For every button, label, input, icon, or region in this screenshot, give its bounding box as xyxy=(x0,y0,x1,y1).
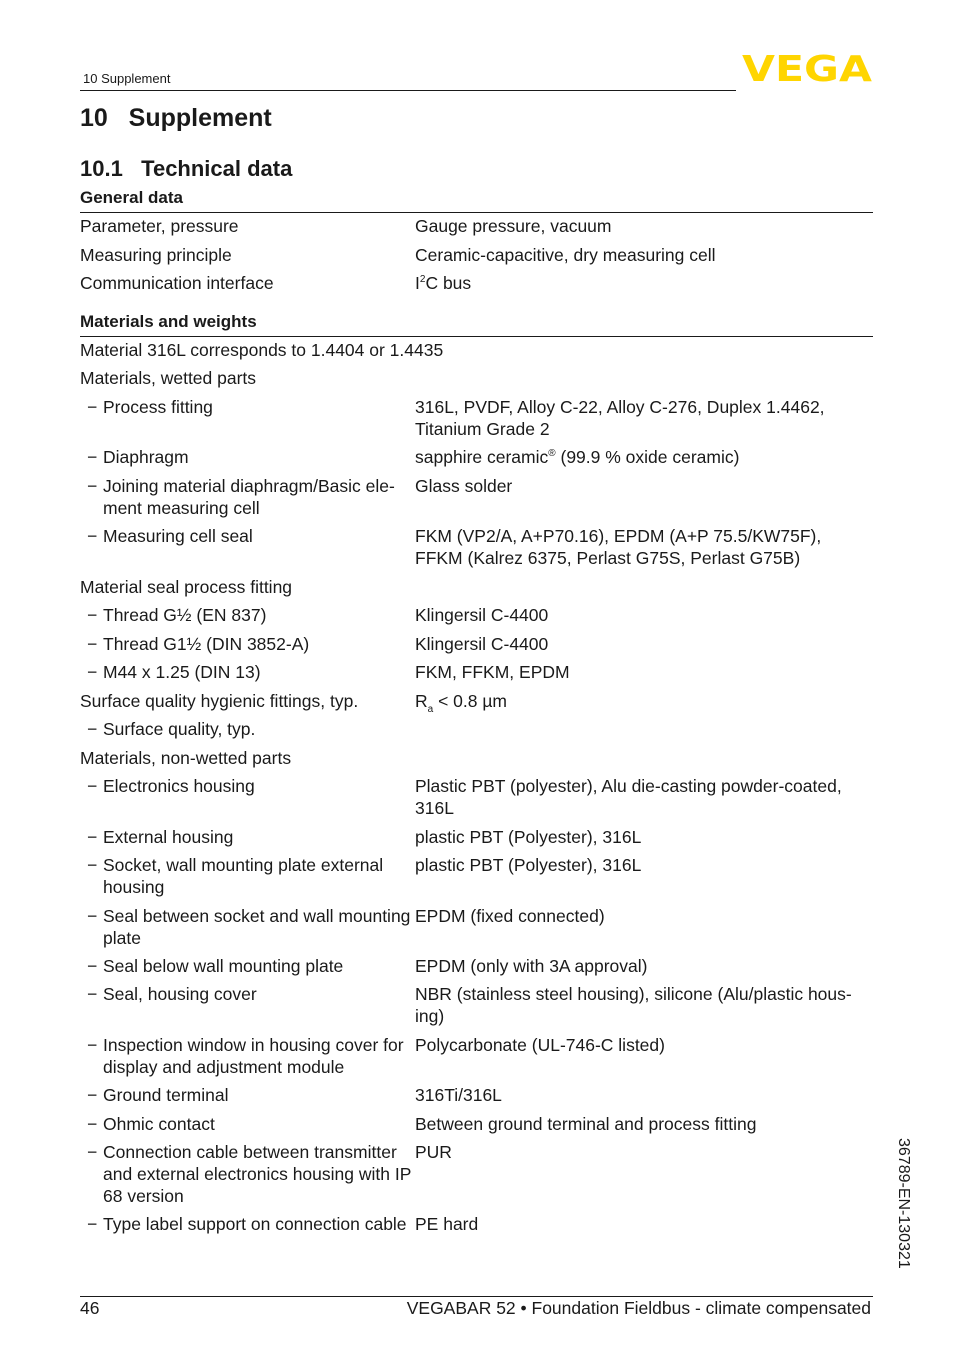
value-text: C bus xyxy=(425,273,472,293)
general-data-rule xyxy=(80,212,873,213)
spec-label: − Seal below wall mounting plate xyxy=(87,955,426,977)
spec-value: Between ground terminal and process fitting xyxy=(415,1114,757,1134)
spec-label: − Thread G½ (EN 837) xyxy=(87,604,426,626)
running-header: 10 Supplement xyxy=(83,71,171,86)
value-text: I xyxy=(415,273,420,293)
spec-value: FKM, FFKM, EPDM xyxy=(415,662,570,682)
value-text: sapphire ceramic xyxy=(415,447,549,467)
spec-label: − Surface quality, typ. xyxy=(87,718,426,740)
spec-label: − Type label support on connection cable xyxy=(87,1213,426,1235)
spec-label: Materials, non-wetted parts xyxy=(80,748,292,768)
materials-rule xyxy=(80,336,873,337)
spec-label: Parameter, pressure xyxy=(80,216,239,236)
spec-value xyxy=(415,690,873,715)
spec-value: plastic PBT (Polyester), 316L xyxy=(415,827,642,847)
spec-label: − Electronics housing xyxy=(87,775,426,797)
spec-label: − Ohmic contact xyxy=(87,1113,426,1135)
spec-value: Polycarbonate (UL-746-C listed) xyxy=(415,1035,665,1055)
spec-label: − Seal, housing cover xyxy=(87,983,426,1005)
spec-value: Gauge pressure, vacuum xyxy=(415,216,612,236)
spec-value: PE hard xyxy=(415,1214,479,1234)
spec-label: − External housing xyxy=(87,826,426,848)
spec-label: − M44 x 1.25 (DIN 13) xyxy=(87,661,426,683)
section-title: 10.1 Technical data xyxy=(80,156,293,181)
spec-label: − Diaphragm xyxy=(87,446,426,468)
materials-heading: Materials and weights xyxy=(80,312,257,331)
spec-value: Klingersil C-4400 xyxy=(415,605,549,625)
spec-label: − Seal between socket and wall mounting plate xyxy=(87,905,426,949)
spec-label: − Socket, wall mounting plate external housing xyxy=(87,854,426,898)
spec-value: Glass solder xyxy=(415,476,513,496)
superscript: 2 xyxy=(419,274,426,285)
vega-logo xyxy=(741,52,873,84)
spec-label: Materials, wetted parts xyxy=(80,368,257,388)
footer-title: VEGABAR 52 • Foundation Fieldbus - climate compensated xyxy=(406,1298,871,1318)
spec-value: PUR xyxy=(415,1142,452,1162)
spec-value: NBR (stainless steel housing), silicone (Alu/plastic housing) xyxy=(415,984,852,1026)
spec-label: Material seal process fitting xyxy=(80,577,293,597)
spec-value: 316L, PVDF, Alloy C-22, Alloy C-276, Duplex 1.4462, Titanium Grade 2 xyxy=(415,397,825,439)
spec-label: − Joining material diaphragm/Basic element measuring cell xyxy=(87,475,426,519)
chapter-title: 10 Supplement xyxy=(80,104,272,132)
value-text: (99.9 % oxide ceramic) xyxy=(555,447,740,467)
spec-label: Measuring principle xyxy=(80,245,232,265)
spec-label: − Inspection window in housing cover for display and adjustment module xyxy=(87,1034,426,1078)
header-rule xyxy=(80,90,736,91)
document-code: 36789-EN-130321 xyxy=(895,1138,912,1269)
logo-text: VEGA xyxy=(742,52,873,84)
value-text: R xyxy=(415,691,428,711)
spec-value: FKM (VP2/A, A+P70.16), EPDM (A+P 75.5/KW75F), FFKM (Kalrez 6375, Perlast G75S, Perlast G75B) xyxy=(415,526,822,568)
subscript: a xyxy=(427,704,434,715)
spec-label: − Measuring cell seal xyxy=(87,525,426,547)
spec-value xyxy=(415,272,873,294)
spec-label: Material 316L corresponds to 1.4404 or 1.4435 xyxy=(80,340,444,360)
spec-label: Surface quality hygienic fittings, typ. xyxy=(80,691,359,711)
spec-value: Klingersil C-4400 xyxy=(415,634,549,654)
footer-rule xyxy=(80,1296,873,1297)
spec-value: 316Ti/316L xyxy=(415,1085,502,1105)
superscript: ® xyxy=(548,448,556,459)
spec-label: Communication interface xyxy=(80,273,274,293)
spec-value: Ceramic-capacitive, dry measuring cell xyxy=(415,245,716,265)
value-text: < 0.8 µm xyxy=(433,691,507,711)
spec-label: − Thread G1½ (DIN 3852-A) xyxy=(87,633,426,655)
spec-label: − Connection cable between transmitter and external electronics housing with IP 68 version xyxy=(87,1141,426,1207)
spec-label: − Process fitting xyxy=(87,396,426,418)
spec-value: plastic PBT (Polyester), 316L xyxy=(415,855,642,875)
spec-value: Plastic PBT (polyester), Alu die-casting powder-coated, 316L xyxy=(415,776,842,818)
spec-value xyxy=(415,446,873,468)
spec-value: EPDM (only with 3A approval) xyxy=(415,956,648,976)
general-data-heading: General data xyxy=(80,188,183,207)
spec-value: EPDM (fixed connected) xyxy=(415,906,605,926)
page-number: 46 xyxy=(80,1298,100,1318)
spec-label: − Ground terminal xyxy=(87,1084,426,1106)
